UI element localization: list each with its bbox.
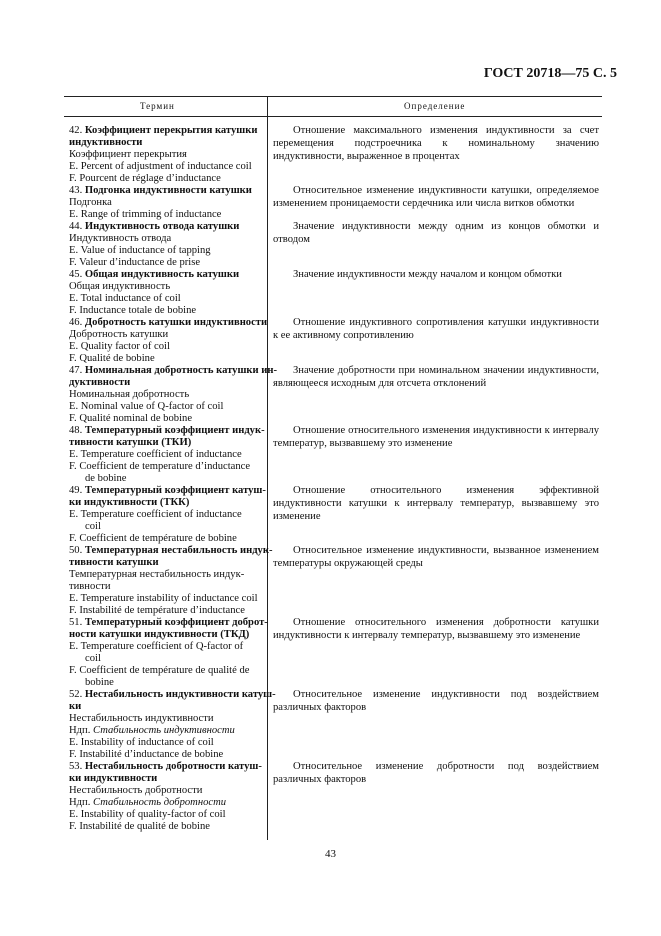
term-text: F. Instabilité de qualité de bobine — [69, 821, 210, 832]
term-line — [69, 713, 214, 725]
term-text: Нестабильность индуктивности — [69, 713, 214, 724]
term-text: 45. — [69, 269, 85, 280]
deprecated-term-text: Стабильность индуктивности — [93, 725, 235, 736]
term-line — [69, 413, 192, 425]
document-header: ГОСТ 20718—75 С. 5 — [483, 66, 617, 81]
term-line — [69, 545, 273, 557]
term-title-text: ки индуктивности (ТКК) — [69, 497, 190, 508]
deprecated-term-text: Стабильность добротности — [93, 797, 227, 808]
term-text: 53. — [69, 761, 85, 772]
definition-text: Значение индуктивности между началом и концом обмотки — [293, 269, 562, 280]
term-line — [69, 461, 250, 473]
column-divider — [267, 96, 268, 840]
term-text: 46. — [69, 317, 85, 328]
term-line — [69, 209, 221, 221]
term-line — [69, 737, 214, 749]
term-line — [69, 437, 191, 449]
definition-text: Значение индуктивности между одним из концов обмотки и отводом — [273, 221, 599, 245]
term-title-text: Температурный коэффициент доброт- — [84, 617, 268, 628]
term-line — [69, 557, 159, 569]
term-title-text: Номинальная добротность катушки ин- — [84, 365, 277, 376]
definition-text: Отношение относительного изменения индуктивности к интервалу температур, вызвавшему это изменение — [273, 425, 599, 449]
term-text: Индуктивность отвода — [69, 233, 172, 244]
term-title-text: Добротность катушки индуктивности — [84, 317, 268, 328]
term-line — [69, 581, 111, 593]
term-text: Нестабильность добротности — [69, 785, 203, 796]
term-title-text: Индуктивность отвода катушки — [84, 221, 240, 232]
term-text: E. Instability of quality-factor of coil — [69, 809, 226, 820]
term-line — [69, 245, 211, 257]
term-line — [69, 185, 252, 197]
term-title-text: Коэффициент перекрытия катушки — [84, 125, 258, 136]
term-line — [69, 725, 235, 737]
term-text: E. Temperature instability of inductance coil — [69, 593, 258, 604]
term-text: E. Temperature coefficient of inductance — [69, 449, 242, 460]
term-text: F. Coefficient de température de qualité de — [69, 665, 250, 676]
term-line — [69, 305, 196, 317]
term-line — [69, 689, 276, 701]
term-text: 48. — [69, 425, 85, 436]
term-text: 47. — [69, 365, 85, 376]
term-title-text: ности катушки индуктивности (ТКД) — [69, 629, 250, 640]
term-line — [69, 485, 266, 497]
term-text: F. Qualité de bobine — [69, 353, 155, 364]
term-line — [69, 617, 268, 629]
term-text: 44. — [69, 221, 85, 232]
term-text: F. Instabilité de température d’inductance — [69, 605, 245, 616]
term-line — [69, 197, 112, 209]
definition-text: Отношение индуктивного сопротивления катушки индуктивности к ее активному сопротивлению — [273, 317, 599, 341]
term-line — [69, 269, 239, 281]
term-text: 52. — [69, 689, 85, 700]
term-line — [69, 701, 81, 713]
term-line — [69, 233, 171, 245]
term-text: F. Coefficient de temperature d’inductance — [69, 461, 251, 472]
term-line — [69, 641, 243, 653]
definition-text: Значение добротности при номинальном значении индуктивности, являющееся исходным для отсчета отклонений — [273, 365, 599, 389]
term-title-text: ки индуктивности — [69, 773, 158, 784]
term-text: de bobine — [85, 473, 127, 484]
term-title-text: тивности катушки — [69, 557, 159, 568]
term-line — [85, 677, 114, 689]
term-line — [69, 149, 187, 161]
table-top-border — [64, 96, 602, 97]
term-title-text: дуктивности — [69, 377, 131, 388]
term-title-text: Температурная нестабильность индук- — [84, 545, 273, 556]
term-line — [69, 137, 142, 149]
term-line — [69, 797, 226, 809]
term-line — [69, 377, 130, 389]
term-text: F. Inductance totale de bobine — [69, 305, 197, 316]
term-line — [69, 329, 168, 341]
term-text: E. Total inductance of coil — [69, 293, 181, 304]
term-text: 42. — [69, 125, 85, 136]
term-line — [85, 653, 101, 665]
term-text: E. Nominal value of Q-factor of coil — [69, 401, 224, 412]
definition-text: Отношение относительного изменения эффективной индуктивности катушки к интервалу температур, вызвавшему это изменение — [273, 485, 599, 522]
term-line — [69, 173, 221, 185]
term-line — [69, 317, 267, 329]
term-title-text: Нестабильность индуктивности катуш- — [84, 689, 276, 700]
term-title-text: Подгонка индуктивности катушки — [84, 185, 252, 196]
term-text: 49. — [69, 485, 85, 496]
term-text: E. Value of inductance of tapping — [69, 245, 211, 256]
term-text: E. Instability of inductance of coil — [69, 737, 214, 748]
definition-text: Отношение относительного изменения добротности катушки индуктивности к интервалу температур, вызвавшему это изменение — [273, 617, 599, 641]
term-line — [69, 341, 170, 353]
definition-text: Относительное изменение индуктивности под воздействием различных факторов — [273, 689, 599, 713]
term-line — [69, 785, 202, 797]
term-line — [69, 821, 210, 833]
term-text: coil — [85, 653, 101, 664]
term-title-text: Температурный коэффициент катуш- — [84, 485, 266, 496]
term-line — [69, 389, 189, 401]
term-line — [69, 509, 242, 521]
term-line — [69, 281, 170, 293]
definition-text: Относительное изменение индуктивности катушки, определяемое изменением проницаемости сердечника или числа витков обмотки — [273, 185, 599, 209]
term-title-text: Общая индуктивность катушки — [84, 269, 240, 280]
definition-text: Относительное изменение индуктивности, вызванное изменением температуры окружающей среды — [273, 545, 599, 569]
term-line — [69, 773, 157, 785]
term-text: тивности — [69, 581, 111, 592]
term-text: E. Percent of adjustment of inductance coil — [69, 161, 252, 172]
term-text: F. Valeur d’inductance de prise — [69, 257, 201, 268]
term-title-text: Температурный коэффициент индук- — [84, 425, 265, 436]
term-line — [69, 221, 239, 233]
term-line — [69, 569, 244, 581]
term-title-text: Нестабильность добротности катуш- — [84, 761, 262, 772]
term-line — [69, 749, 223, 761]
term-line — [69, 161, 252, 173]
term-line — [69, 605, 245, 617]
term-text: Ндп. — [69, 725, 94, 736]
term-line — [69, 629, 249, 641]
term-line — [69, 293, 181, 305]
term-text: 50. — [69, 545, 85, 556]
term-line — [69, 353, 155, 365]
term-text: Добротность катушки — [69, 329, 169, 340]
term-line — [69, 497, 189, 509]
definition-text: Относительное изменение добротности под воздействием различных факторов — [273, 761, 599, 785]
term-text: 43. — [69, 185, 85, 196]
term-text: F. Qualité nominal de bobine — [69, 413, 193, 424]
column-header-term: Термин — [140, 101, 175, 111]
term-text: E. Temperature coefficient of Q-factor of — [69, 641, 244, 652]
term-text: 51. — [69, 617, 85, 628]
term-line — [69, 425, 265, 437]
term-text: F. Coefficient de température de bobine — [69, 533, 237, 544]
term-line — [69, 449, 242, 461]
term-line — [85, 521, 101, 533]
term-line — [69, 809, 226, 821]
term-line — [69, 665, 249, 677]
term-text: E. Quality factor of coil — [69, 341, 170, 352]
term-line — [85, 473, 126, 485]
term-line — [69, 593, 258, 605]
term-text: Подгонка — [69, 197, 112, 208]
term-line — [69, 125, 257, 137]
term-line — [69, 401, 223, 413]
term-line — [69, 257, 200, 269]
term-text: Ндп. — [69, 797, 94, 808]
term-text: Номинальная добротность — [69, 389, 190, 400]
term-text: E. Temperature coefficient of inductance — [69, 509, 242, 520]
term-title-text: индуктивности — [69, 137, 143, 148]
term-text: coil — [85, 521, 101, 532]
term-line — [69, 365, 277, 377]
term-line — [69, 761, 262, 773]
column-header-definition: Определение — [404, 101, 466, 111]
term-text: F. Pourcent de réglage d’inductance — [69, 173, 221, 184]
term-text: Температурная нестабильность индук- — [69, 569, 245, 580]
term-text: F. Instabilité d’inductance de bobine — [69, 749, 224, 760]
term-text: E. Range of trimming of inductance — [69, 209, 222, 220]
term-title-text: тивности катушки (ТКИ) — [69, 437, 192, 448]
term-text: Коэффициент перекрытия — [69, 149, 187, 160]
term-title-text: ки — [69, 701, 82, 712]
term-text: bobine — [85, 677, 114, 688]
page-number: 43 — [325, 848, 336, 860]
table-header-divider — [64, 116, 602, 117]
definition-text: Отношение максимального изменения индуктивности за счет перемещения подстроечника к номинальному значению индуктивности, выраженное в процентах — [273, 125, 599, 162]
term-text: Общая индуктивность — [69, 281, 171, 292]
term-line — [69, 533, 237, 545]
